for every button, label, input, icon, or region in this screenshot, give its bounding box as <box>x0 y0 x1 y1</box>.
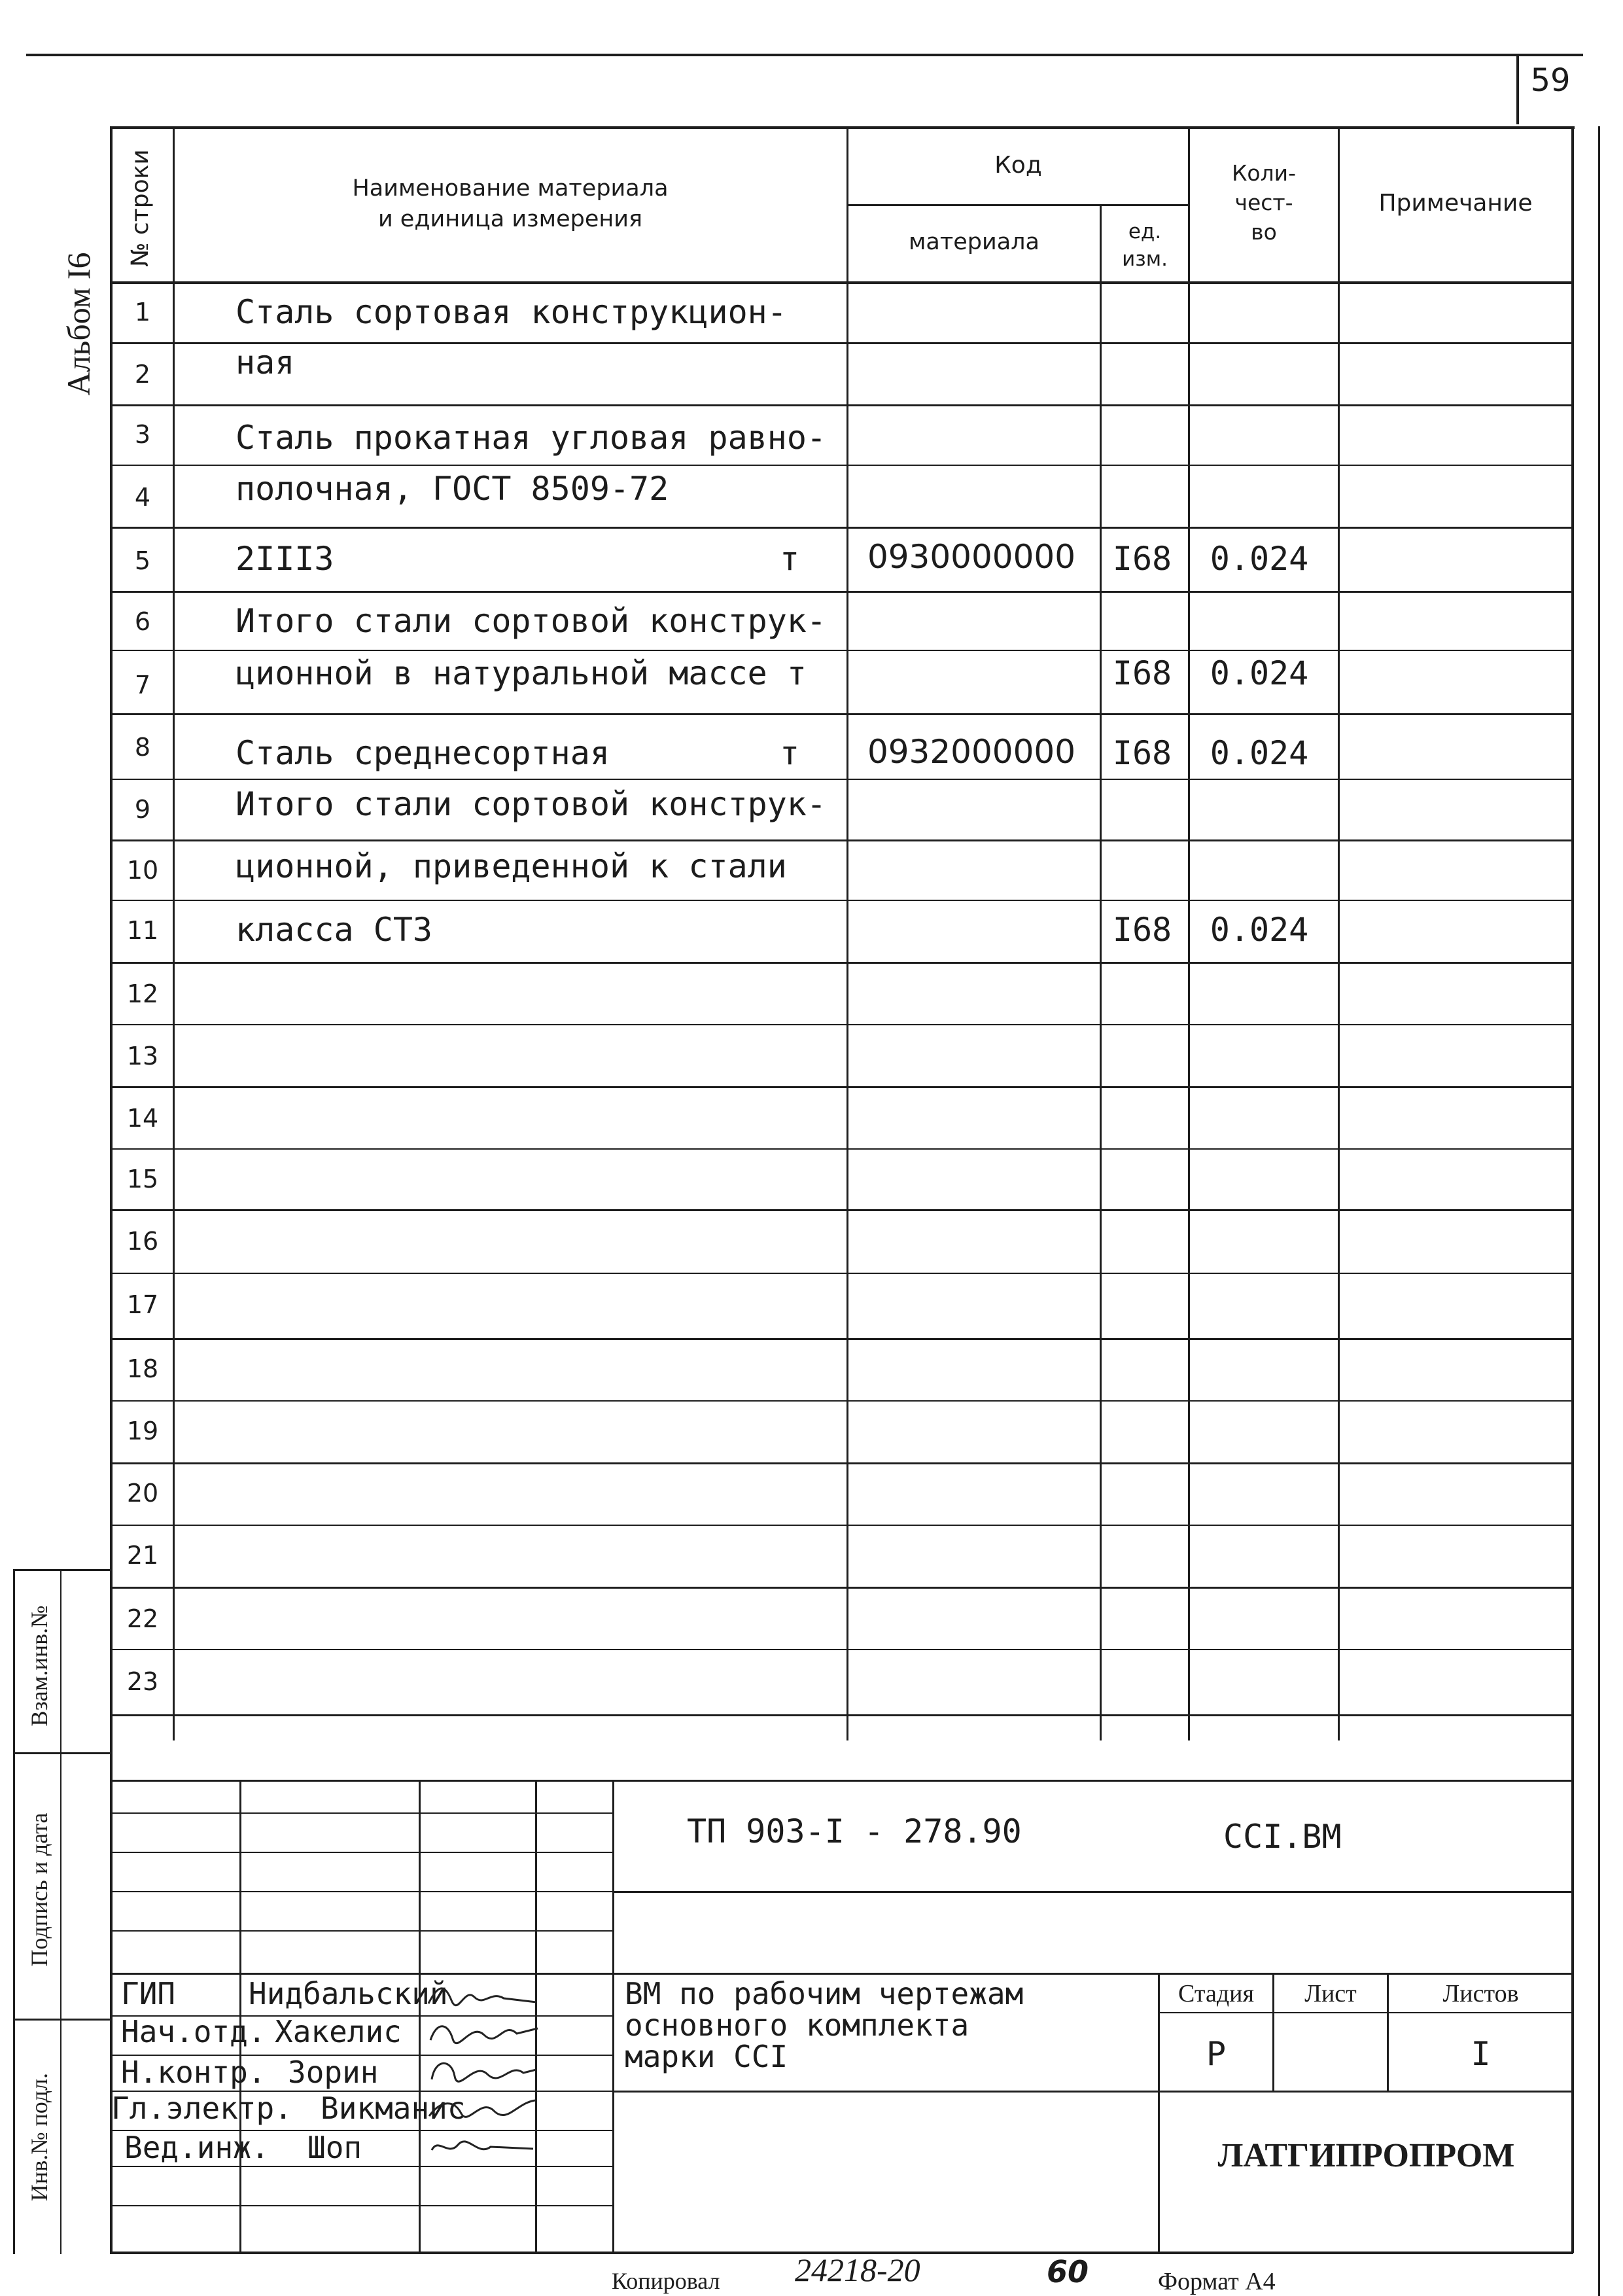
row-material-code: 0930000000 <box>867 538 1076 576</box>
stamp-inner-v <box>60 1569 61 2254</box>
row-line <box>111 404 1571 406</box>
row-name: ционной в натуральной массе т <box>236 654 807 692</box>
row-line <box>111 1024 1571 1025</box>
header-qty-1: Коли- <box>1231 160 1297 186</box>
row-line <box>111 650 1571 651</box>
row-name: ционной, приведенной к стали <box>236 847 787 885</box>
row-name: Итого стали сортовой конструк- <box>236 785 827 823</box>
header-code-material: материала <box>908 229 1039 255</box>
row-line <box>111 779 1571 780</box>
staff-name: Шоп <box>307 2130 362 2165</box>
row-number: 22 <box>126 1604 159 1633</box>
tb-sig-line <box>111 1930 612 1932</box>
footer-format: Формат А4 <box>1158 2268 1276 2295</box>
row-quantity: 0.024 <box>1210 734 1309 772</box>
row-unit-code: I68 <box>1112 540 1172 578</box>
row-line <box>111 1525 1571 1526</box>
header-code-unit: ед. изм. <box>1122 220 1168 271</box>
doc-description-2: основного комплекта <box>625 2007 969 2043</box>
row-number: 5 <box>134 546 151 575</box>
signature-scribble-4 <box>425 2091 543 2127</box>
tb-sig-line <box>111 1891 612 1892</box>
row-name: Сталь среднесортная <box>236 734 610 772</box>
row-unit-code: I68 <box>1112 654 1172 692</box>
sheets-label: Листов <box>1442 1980 1519 2007</box>
top-rule <box>26 54 1583 56</box>
row-number: 3 <box>134 420 151 449</box>
row-name: класса СТ3 <box>236 911 433 949</box>
row-line <box>111 1273 1571 1274</box>
frame-right-outer <box>1598 126 1600 2296</box>
row-quantity: 0.024 <box>1210 911 1309 949</box>
doc-code: ТП 903-I - 278.90 <box>687 1812 1022 1850</box>
footer-page-copy: 60 <box>1047 2254 1089 2289</box>
row-line <box>111 713 1571 715</box>
row-name: Сталь сортовая конструкцион- <box>236 293 787 331</box>
row-number: 23 <box>126 1667 159 1696</box>
row-name: Сталь прокатная угловая равно- <box>236 419 827 457</box>
row-name: полочная, ГОСТ 8509-72 <box>236 470 669 508</box>
tb-desc-bottom <box>612 2091 1571 2093</box>
page-number: 59 <box>1530 62 1571 99</box>
sheet-label: Лист <box>1304 1980 1357 2007</box>
tb-code-bottom <box>612 1891 1571 1893</box>
staff-role: Гл.электр. <box>111 2091 292 2126</box>
header-note: Примечание <box>1378 190 1533 217</box>
doc-description-3: марки ССI <box>625 2039 788 2074</box>
row-number: 1 <box>134 298 151 327</box>
header-code: Код <box>994 152 1042 179</box>
stamp-top <box>13 1569 111 1571</box>
row-number: 13 <box>126 1042 159 1070</box>
row-line <box>111 527 1571 529</box>
footer-copied-label: Копировал <box>612 2268 720 2294</box>
row-line <box>111 1148 1571 1150</box>
tb-sig-line <box>111 1973 1571 1975</box>
row-number: 4 <box>134 483 151 512</box>
row-unit-t: т <box>780 540 800 578</box>
row-number: 8 <box>134 733 151 762</box>
col-v3 <box>1100 204 1102 1740</box>
stamp-vzam-label: Взам.инв.№ <box>26 1605 52 1727</box>
row-number: 20 <box>126 1479 159 1508</box>
row-number: 16 <box>126 1227 159 1256</box>
tb-col <box>419 1780 421 2254</box>
staff-role: ГИП <box>121 1976 176 2011</box>
row-line <box>111 1462 1571 1464</box>
row-number: 2 <box>134 360 151 389</box>
stage-label: Стадия <box>1178 1980 1254 2007</box>
row-number: 15 <box>126 1165 159 1193</box>
row-line <box>111 962 1571 964</box>
row-line <box>111 839 1571 841</box>
staff-name: Зорин <box>288 2055 379 2090</box>
organization: ЛАТГИПРОПРОМ <box>1217 2137 1515 2174</box>
sheets-value: I <box>1471 2035 1491 2073</box>
row-number: 12 <box>126 980 159 1008</box>
header-row-no: № строки <box>127 149 154 267</box>
header-name-2: и единица измерения <box>377 206 643 232</box>
row-line <box>111 1714 1571 1716</box>
tb-sheet-div <box>1387 1973 1389 2091</box>
tb-sig-line <box>111 1812 612 1814</box>
row-line <box>111 342 1571 344</box>
row-line <box>111 1086 1571 1088</box>
frame-top <box>111 126 1575 129</box>
frame-right <box>1571 126 1574 2253</box>
staff-name: Викманис <box>321 2091 466 2126</box>
stage-value: Р <box>1206 2035 1227 2073</box>
code-split <box>846 204 1188 206</box>
row-line <box>111 1338 1571 1340</box>
row-line <box>111 1400 1571 1402</box>
staff-role: Н.контр. <box>121 2055 266 2090</box>
row-quantity: 0.024 <box>1210 654 1309 692</box>
row-number: 19 <box>126 1417 159 1445</box>
row-line <box>111 900 1571 901</box>
tb-stage-label-line <box>1158 2012 1571 2013</box>
row-name: ная <box>236 344 295 381</box>
header-qty-2: чест- <box>1234 190 1293 215</box>
header-qty-3: во <box>1251 219 1277 245</box>
row-unit-code: I68 <box>1112 911 1172 949</box>
row-line <box>111 591 1571 593</box>
row-number: 18 <box>126 1354 159 1383</box>
doc-mark: ССI.ВМ <box>1223 1818 1342 1856</box>
signature-scribble-2 <box>425 2015 543 2051</box>
row-number: 10 <box>126 856 159 885</box>
stamp-podpis-label: Подпись и дата <box>26 1812 52 1967</box>
row-unit-t: т <box>780 734 800 772</box>
row-quantity: 0.024 <box>1210 540 1309 578</box>
stamp-inv-label: Инв.№ подл. <box>26 2072 52 2202</box>
tb-top <box>111 1780 1571 1782</box>
row-line <box>111 1209 1571 1211</box>
doc-description-1: ВМ по рабочим чертежам <box>625 1976 1024 2011</box>
row-number: 6 <box>134 607 151 636</box>
row-number: 11 <box>126 916 159 945</box>
tb-sig-line <box>111 2205 612 2206</box>
tb-stage-div <box>1272 1973 1274 2091</box>
page-number-box-left <box>1516 54 1519 124</box>
row-number: 14 <box>126 1104 159 1133</box>
staff-name: Нидбальский <box>249 1976 448 2011</box>
row-number: 17 <box>126 1290 159 1319</box>
staff-name: Хакелис <box>275 2014 402 2049</box>
row-number: 9 <box>134 795 151 824</box>
row-name: Итого стали сортовой конструк- <box>236 602 827 640</box>
row-material-code: 0932000000 <box>867 733 1076 771</box>
tb-sig-line <box>111 1852 612 1853</box>
col-v5 <box>1338 126 1340 1740</box>
signature-scribble-5 <box>425 2130 543 2166</box>
signature-scribble-1 <box>425 1977 543 2013</box>
row-line <box>111 465 1571 466</box>
tb-stage-left <box>1158 1973 1160 2254</box>
row-name: 2III3 <box>236 540 334 578</box>
header-name-1: Наименование материала <box>352 175 669 202</box>
row-number: 21 <box>126 1541 159 1570</box>
row-number: 7 <box>134 671 151 699</box>
staff-role: Вед.инж. <box>124 2130 270 2165</box>
staff-role: Нач.отд. <box>121 2014 266 2049</box>
row-line <box>111 1649 1571 1650</box>
row-unit-code: I68 <box>1112 734 1172 772</box>
footer-copied-number: 24218-20 <box>795 2252 920 2288</box>
header-bottom <box>111 281 1571 284</box>
col-v2 <box>846 126 848 1740</box>
signature-scribble-3 <box>425 2053 543 2089</box>
tb-col <box>612 1780 614 2254</box>
row-line <box>111 1587 1571 1589</box>
album-label: Альбом I6 <box>60 252 97 396</box>
stamp-outer-left <box>13 1569 15 2254</box>
